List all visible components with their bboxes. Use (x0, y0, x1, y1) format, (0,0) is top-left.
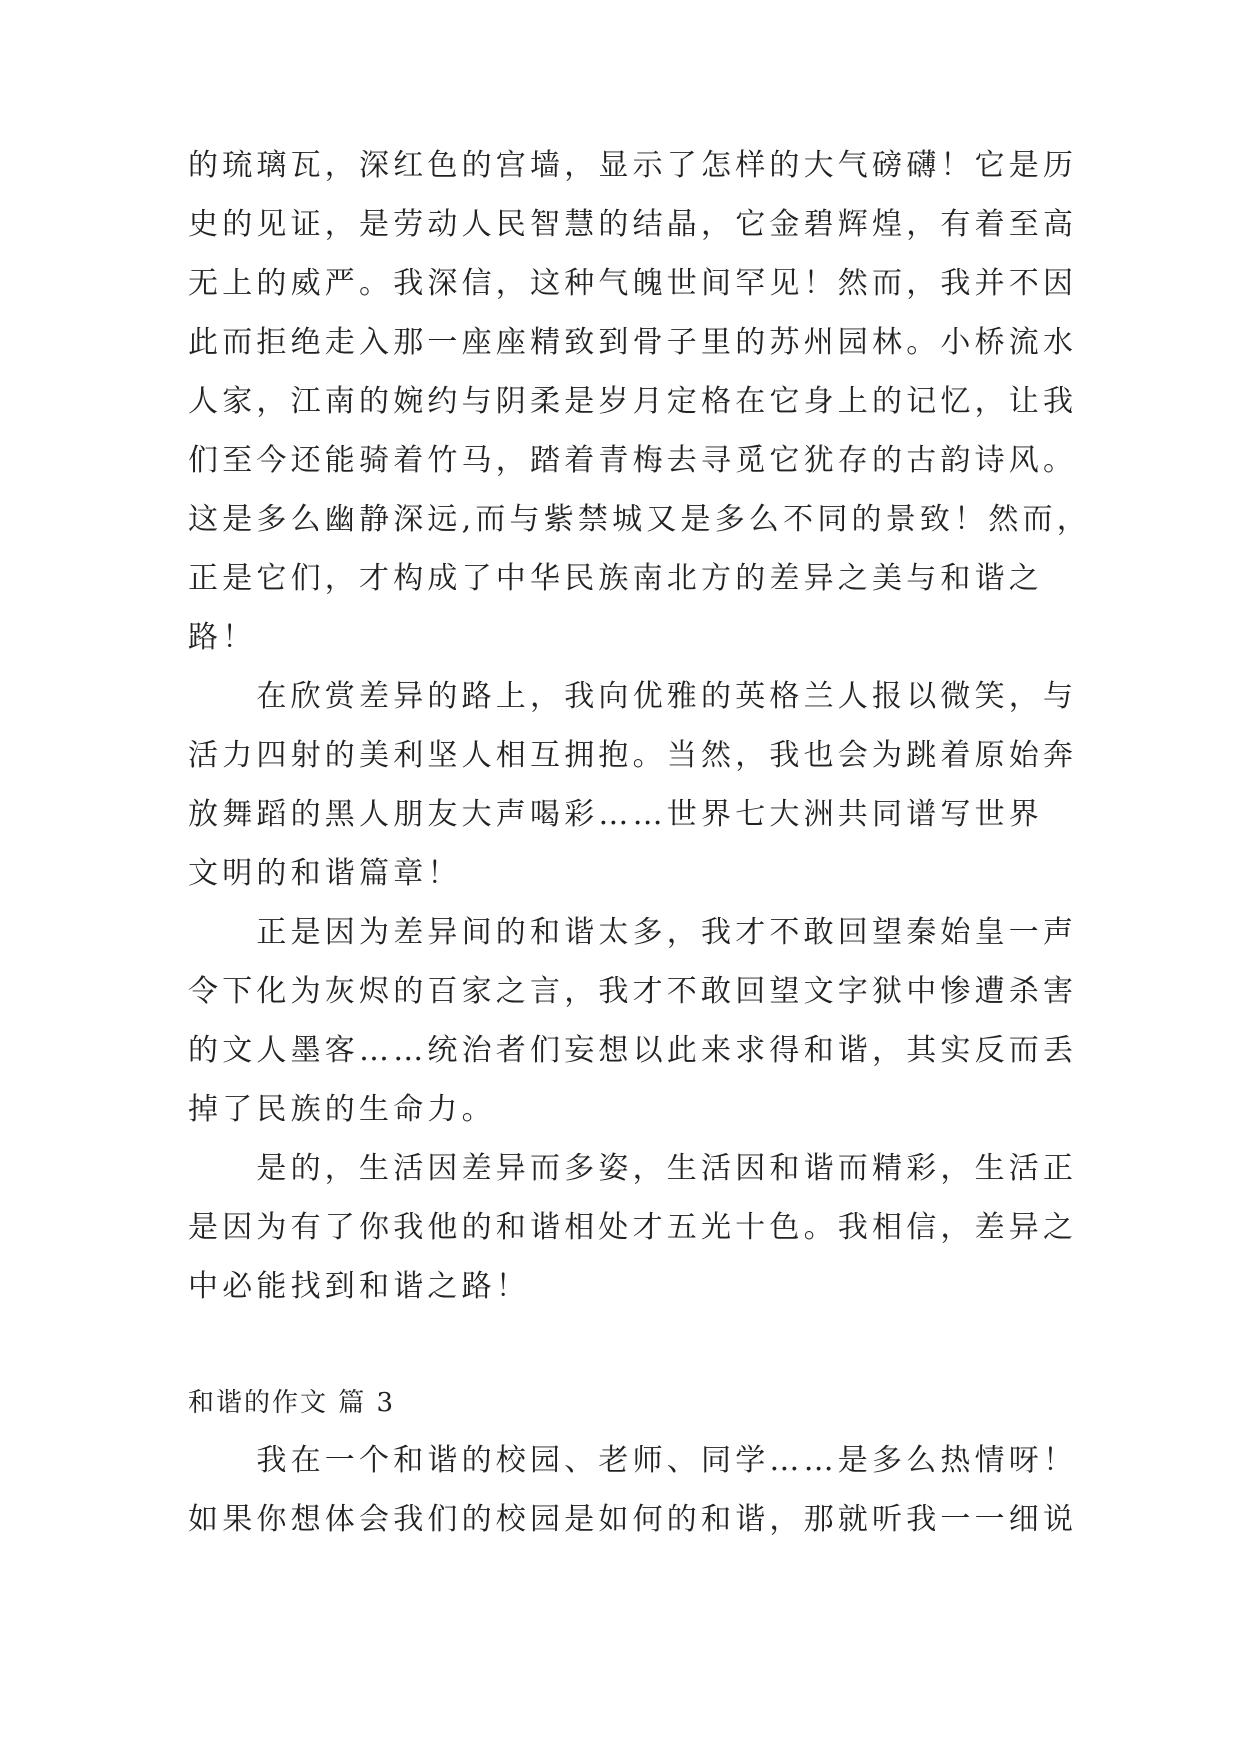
body-line: 中必能找到和谐之路！ (188, 1269, 530, 1304)
body-line: 放舞蹈的黑人朋友大声喝彩……世界七大洲共同谱写世界 (188, 797, 1043, 832)
body-line: 令下化为灰烬的百家之言，我才不敢回望文字狱中惨遭杀害 (188, 974, 1078, 1009)
body-line: 人家，江南的婉约与阴柔是岁月定格在它身上的记忆，让我 (188, 384, 1078, 419)
body-line: 掉了民族的生命力。 (188, 1092, 496, 1127)
body-line: 的琉璃瓦，深红色的宫墙，显示了怎样的大气磅礴！它是历 (188, 148, 1078, 183)
body-line: 正是它们，才构成了中华民族南北方的差异之美与和谐之 (188, 561, 1043, 596)
body-line: 活力四射的美利坚人相互拥抱。当然，我也会为跳着原始奔 (188, 738, 1078, 773)
body-line: 我在一个和谐的校园、老师、同学……是多么热情呀！ (188, 1443, 1078, 1478)
body-line: 是因为有了你我他的和谐相处才五光十色。我相信，差异之 (188, 1210, 1078, 1245)
body-line: 路！ (188, 620, 257, 655)
body-line: 是的，生活因差异而多姿，生活因和谐而精彩，生活正 (188, 1151, 1078, 1186)
body-line: 在欣赏差异的路上，我向优雅的英格兰人报以微笑，与 (188, 679, 1078, 714)
body-line: 这是多么幽静深远,而与紫禁城又是多么不同的景致！然而， (188, 502, 1091, 537)
body-line: 正是因为差异间的和谐太多，我才不敢回望秦始皇一声 (188, 915, 1078, 950)
body-line: 史的见证，是劳动人民智慧的结晶，它金碧辉煌，有着至高 (188, 207, 1078, 242)
body-line: 们至今还能骑着竹马，踏着青梅去寻觅它犹存的古韵诗风。 (188, 443, 1078, 478)
body-line: 的文人墨客……统治者们妄想以此来求得和谐，其实反而丢 (188, 1033, 1078, 1068)
body-line: 此而拒绝走入那一座座精致到骨子里的苏州园林。小桥流水 (188, 325, 1078, 360)
body-line: 如果你想体会我们的校园是如何的和谐，那就听我一一细说 (188, 1502, 1078, 1537)
body-line: 文明的和谐篇章！ (188, 856, 462, 891)
section-heading: 和谐的作文 篇 3 (188, 1388, 396, 1418)
body-line: 无上的威严。我深信，这种气魄世间罕见！然而，我并不因 (188, 266, 1078, 301)
